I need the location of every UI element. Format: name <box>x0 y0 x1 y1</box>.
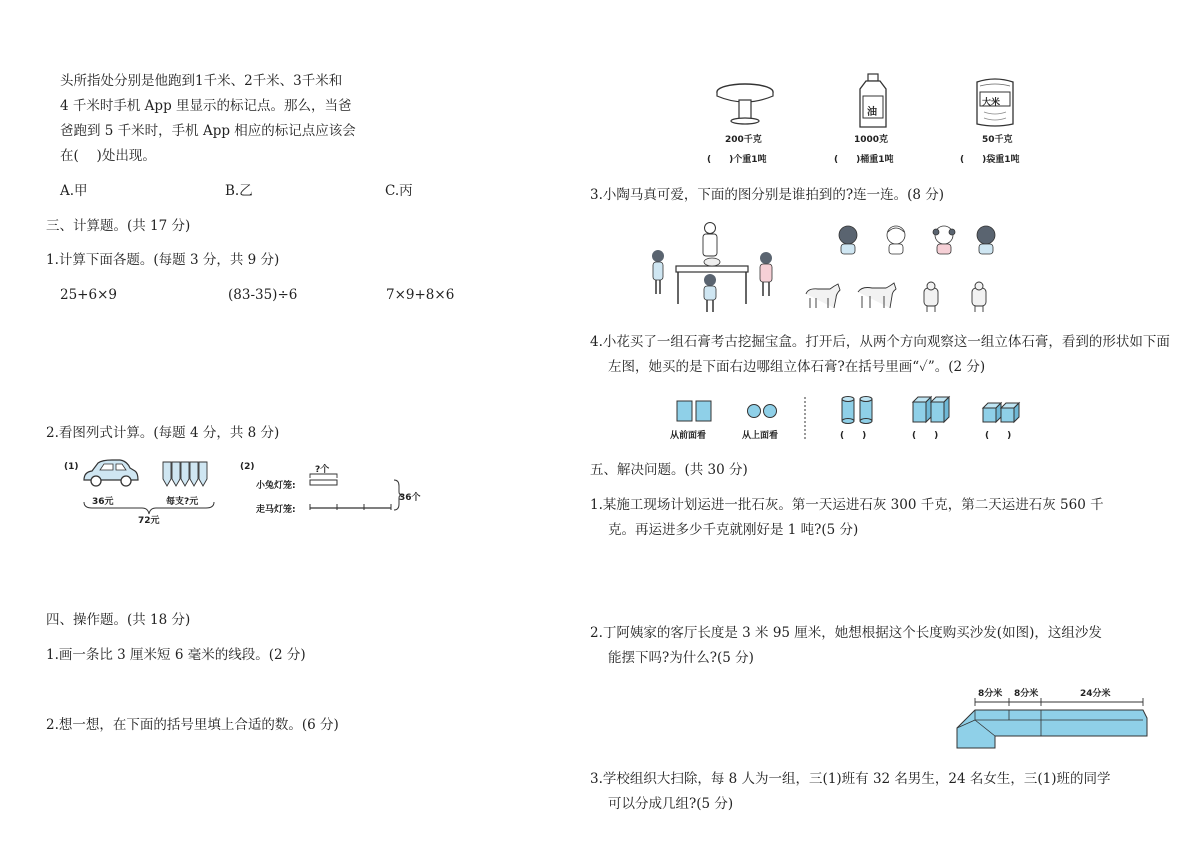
top-view-label: 从上面看 <box>742 431 779 441</box>
question-5-1-line-1: 1.某施工现场计划运进一批石灰。第一天运进石灰 300 千克，第二天运进石灰 560 千 <box>590 497 1104 513</box>
table-icon <box>712 80 778 126</box>
front-view-shape <box>674 398 714 424</box>
bar-model <box>305 470 405 518</box>
question-5-2-line-1: 2.丁阿姨家的客厅长度是 3 米 95 厘米，她想根据这个长度购买沙发(如图)，这组沙发 <box>590 625 1102 641</box>
section-4-title: 四、操作题。(共 18 分) <box>46 612 191 628</box>
tall-cuboids-set <box>910 394 952 426</box>
weight-label-3: 50千克 <box>982 135 1013 145</box>
divider-dotted <box>803 396 807 440</box>
answer-paren-1[interactable]: ( ) <box>840 431 867 441</box>
photo-scene-illustration <box>648 222 776 314</box>
question-5-1-line-2: 克。再运进多少千克就刚好是 1 吨?(5 分) <box>608 522 859 538</box>
question-4-1: 1.画一条比 3 厘米短 6 毫米的线段。(2 分) <box>46 647 306 663</box>
total-price: 72元 <box>138 516 160 526</box>
question-continuation-line-1: 头所指处分别是他跑到1千米、2千米、3千米和 <box>60 73 343 89</box>
cubes-set <box>980 400 1024 426</box>
question-continuation-line-2: 4 千米时手机 App 里显示的标记点。那么，当爸 <box>60 98 352 114</box>
sofa-dim-2: 8分米 <box>1014 689 1039 699</box>
question-5-3-line-1: 3.学校组织大扫除，每 8 人为一组，三(1)班有 32 名男生，24 名女生，三(1)班的同学 <box>590 771 1111 787</box>
oil-bottle-icon <box>855 72 891 130</box>
question-4-2: 2.想一想，在下面的括号里填上合适的数。(6 分) <box>46 717 339 733</box>
question-3-2: 2.看图列式计算。(每题 4 分，共 8 分) <box>46 425 280 441</box>
weight-blank-1[interactable]: ( )个重1吨 <box>707 155 767 165</box>
question-5-3-line-2: 可以分成几组?(5 分) <box>608 796 734 812</box>
car-price: 36元 <box>92 497 114 507</box>
question-continuation-line-4: 在( )处出现。 <box>60 148 156 164</box>
question-continuation-line-3: 爸跑到 5 千米时，手机 App 相应的标记点应该会 <box>60 123 356 139</box>
unknown-count: ?个 <box>315 465 330 475</box>
row-label-horse-lantern: 走马灯笼: <box>256 505 296 515</box>
answer-paren-3[interactable]: ( ) <box>985 431 1012 441</box>
section-5-title: 五、解决问题。(共 30 分) <box>590 462 748 478</box>
figure-2-number: (2) <box>240 462 255 472</box>
question-5-2-line-2: 能摆下吗?为什么?(5 分) <box>608 650 754 666</box>
weight-label-1: 200千克 <box>725 135 762 145</box>
question-3: 3.小陶马真可爱，下面的图分别是谁拍到的?连一连。(8 分) <box>590 187 945 203</box>
expression-1: 25+6×9 <box>60 287 117 303</box>
question-4-line-2: 左图，她买的是下面右边哪组立体石膏?在括号里画“✓”。(2 分) <box>608 359 986 375</box>
answer-paren-2[interactable]: ( ) <box>912 431 939 441</box>
top-view-shape <box>745 402 779 420</box>
weight-label-2: 1000克 <box>854 135 889 145</box>
front-view-label: 从前面看 <box>670 431 707 441</box>
car-icon <box>80 456 140 490</box>
total-count: 36个 <box>399 493 421 503</box>
figure-1-number: (1) <box>64 462 79 472</box>
cylinders-set <box>838 394 878 426</box>
sofa-dim-3: 24分米 <box>1080 689 1111 699</box>
sofa-dim-1: 8分米 <box>978 689 1003 699</box>
section-3-title: 三、计算题。(共 17 分) <box>46 218 191 234</box>
pottery-horse-views-row <box>800 280 1000 314</box>
sofa-illustration <box>955 696 1155 752</box>
oil-label: 油 <box>867 107 877 118</box>
weight-blank-2[interactable]: ( )桶重1吨 <box>834 155 894 165</box>
row-label-rabbit-lantern: 小兔灯笼: <box>256 481 296 491</box>
option-a: A.甲 <box>60 183 88 199</box>
rice-label: 大米 <box>982 98 1001 108</box>
pens-icon <box>160 459 215 491</box>
children-heads-row <box>830 222 1010 256</box>
expression-3: 7×9+8×6 <box>386 287 455 303</box>
question-3-1: 1.计算下面各题。(每题 3 分，共 9 分) <box>46 252 280 268</box>
pen-price: 每支?元 <box>166 497 199 507</box>
weight-blank-3[interactable]: ( )袋重1吨 <box>960 155 1020 165</box>
question-4-line-1: 4.小花买了一组石膏考古挖掘宝盒。打开后，从两个方向观察这一组立体石膏，看到的形状如下面 <box>590 334 1170 350</box>
expression-2: (83-35)÷6 <box>228 287 298 303</box>
option-c: C.丙 <box>385 183 413 199</box>
option-b: B.乙 <box>225 183 253 199</box>
